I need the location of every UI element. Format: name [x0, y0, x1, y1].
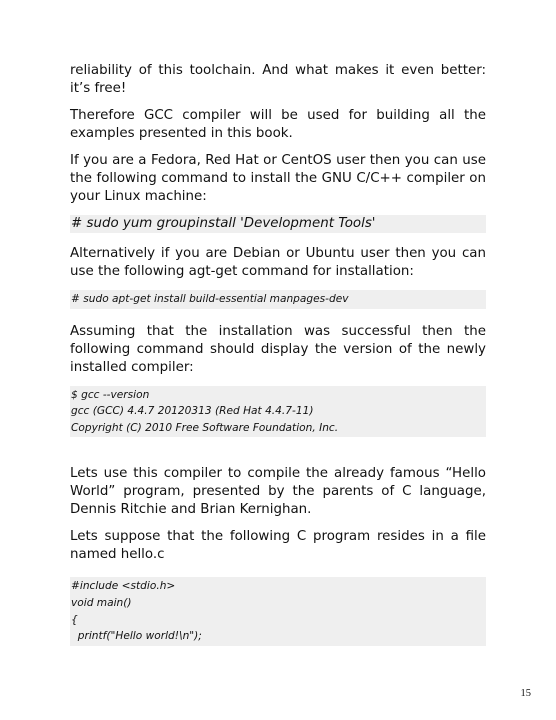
code-line: #include <stdio.h>	[71, 580, 176, 593]
paragraph-fedora-install: If you are a Fedora, Red Hat or CentOS user then you can use the following command to install the GNU C/C++ compiler on your Linux machine:	[70, 153, 486, 204]
paragraph-hello-file: Lets suppose that the following C program resides in a file named hello.c	[70, 529, 486, 563]
paragraph-debian-install: Alternatively if you are Debian or Ubuntu user then you can use the following agt-get command for installation:	[70, 246, 486, 279]
code-line: void main()	[71, 596, 132, 609]
code-hello-program-block	[70, 577, 486, 645]
paragraph-gcc-compiler: Therefore GCC compiler will be used for building all the examples presented in this book.	[70, 108, 486, 141]
code-apt-command-block	[70, 290, 486, 309]
code-gcc-version-block	[70, 386, 486, 438]
paragraph-toolchain-free: reliability of this toolchain. And what makes it even better: it’s free!	[70, 63, 486, 96]
code-line: gcc (GCC) 4.4.7 20120313 (Red Hat 4.4.7-11)	[71, 405, 314, 418]
page-number: 15	[520, 688, 531, 699]
code-line: Copyright (C) 2010 Free Software Foundation, Inc.	[71, 421, 339, 434]
code-yum-command: # sudo yum groupinstall 'Development Tools'	[70, 215, 486, 233]
paragraph-hello-world: Lets use this compiler to compile the already famous “Hello World” program, presented by the parents of C language, Dennis Ritchie and Brian Kernighan.	[70, 466, 486, 518]
document-page	[70, 62, 486, 646]
code-line: $ gcc --version	[71, 388, 150, 401]
code-line: {	[71, 613, 78, 626]
code-apt-command: # sudo apt-get install build-essential manpages-dev	[71, 293, 349, 305]
code-line: printf("Hello world!\n");	[71, 630, 202, 643]
paragraph-version-check: Assuming that the installation was successful then the following command should display the version of the newly installed compiler:	[70, 323, 486, 375]
